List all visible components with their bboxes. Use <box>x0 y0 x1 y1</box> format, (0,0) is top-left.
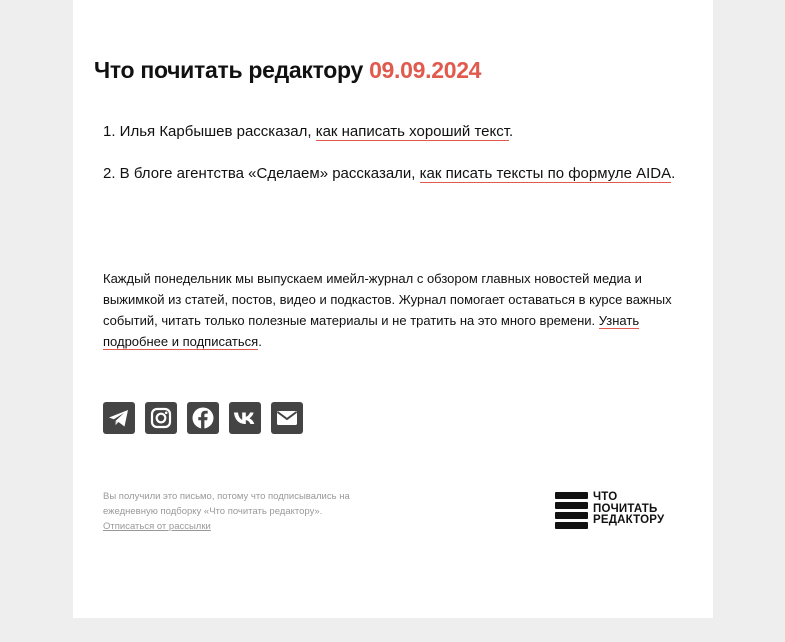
title-date: 09.09.2024 <box>369 57 482 83</box>
newsletter-card <box>73 0 713 618</box>
logo-text: ЧТО ПОЧИТАТЬ РЕДАКТОРУ <box>593 491 665 526</box>
article-link-2[interactable]: как писать тексты по формуле AIDA <box>419 165 672 182</box>
list-item: 2. В блоге агентства «Сделаем» рассказали, как писать тексты по формуле AIDA. <box>103 165 676 182</box>
facebook-icon[interactable] <box>187 402 219 434</box>
social-links <box>103 402 303 434</box>
brand-logo <box>555 492 685 530</box>
instagram-icon[interactable] <box>145 402 177 434</box>
title-text: Что почитать редактору <box>94 57 363 83</box>
about-text: Каждый понедельник мы выпускаем имейл-журнал с обзором главных новостей медиа и выжимкой из статей, постов, видео и подкастов. Журнал помогает оставаться в курсе важных событий, читать только полезные материалы и не тратить на это много времени. Узнать подробнее и подписаться. <box>103 271 672 349</box>
article-list <box>103 120 683 204</box>
logo-bars-icon <box>555 492 588 528</box>
telegram-icon[interactable] <box>103 402 135 434</box>
vk-icon[interactable] <box>229 402 261 434</box>
subscribe-link[interactable]: Узнать подробнее и подписаться <box>103 313 640 349</box>
list-item: 1. Илья Карбышев рассказал, как написать хороший текст. <box>103 123 514 140</box>
article-link-1[interactable]: как написать хороший текст <box>315 123 509 140</box>
email-icon[interactable] <box>271 402 303 434</box>
unsubscribe-link[interactable]: Отписаться от рассылки <box>103 521 211 532</box>
footer-note: Вы получили это письмо, потому что подписывались на ежедневную подборку «Что почитать редактору». Отписаться от рассылки <box>103 491 350 532</box>
page-title <box>94 57 481 84</box>
